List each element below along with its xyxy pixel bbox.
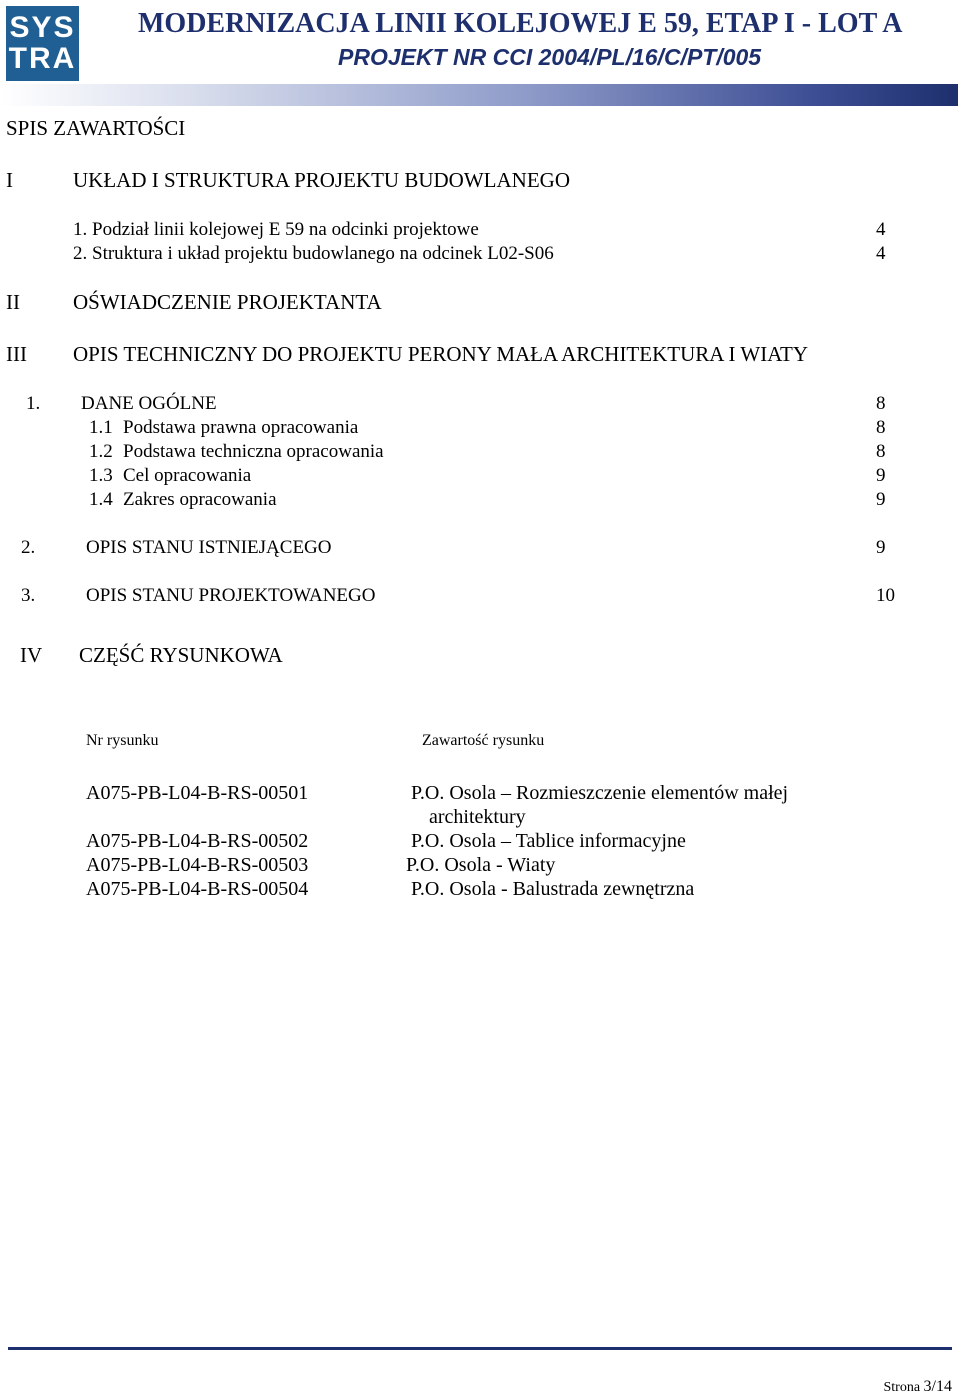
page-number-value: 3/14 (923, 1378, 952, 1395)
section-4-title: CZĘŚĆ RYSUNKOWA (79, 643, 283, 667)
drawing-1-content-cont: architektury (429, 806, 526, 828)
section-1-title: UKŁAD I STRUKTURA PROJEKTU BUDOWLANEGO (73, 168, 570, 192)
footer-rule (8, 1347, 952, 1350)
item-1-3-number: 1.3 (89, 465, 113, 486)
item-1-4-page: 9 (876, 489, 886, 510)
subsection-2-title: OPIS STANU ISTNIEJĄCEGO (86, 537, 332, 558)
subsection-1-title: DANE OGÓLNE (81, 393, 217, 414)
subsection-3-number: 3. (21, 585, 36, 606)
item-1-4-text: Zakres opracowania (123, 489, 277, 510)
drawing-4-content: P.O. Osola - Balustrada zewnętrzna (411, 878, 695, 900)
section-2-title: OŚWIADCZENIE PROJEKTANTA (73, 290, 382, 314)
header-gradient-bar (0, 84, 958, 106)
subsection-1-number: 1. (26, 393, 41, 414)
drawing-1-number: A075-PB-L04-B-RS-00501 (86, 782, 309, 804)
drawing-1-content: P.O. Osola – Rozmieszczenie elementów małej (411, 782, 789, 804)
item-1-4-number: 1.4 (89, 489, 113, 510)
logo-text-line1: SYS (9, 11, 76, 44)
item-1-3-text: Cel opracowania (123, 465, 252, 486)
item-1-1-number: 1.1 (89, 417, 113, 438)
drawings-col-content-header: Zawartość rysunku (422, 732, 545, 749)
drawing-3-number: A075-PB-L04-B-RS-00503 (86, 854, 309, 876)
toc-item-2-page: 4 (876, 243, 886, 264)
document-title: MODERNIZACJA LINII KOLEJOWEJ E 59, ETAP I - LOT A (138, 8, 903, 39)
subsection-3-page: 10 (876, 585, 895, 606)
toc-item-1-text: 1. Podział linii kolejowej E 59 na odcinki projektowe (73, 219, 479, 240)
item-1-3-page: 9 (876, 465, 886, 486)
project-number: PROJEKT NR CCI 2004/PL/16/C/PT/005 (338, 44, 762, 70)
item-1-2-page: 8 (876, 441, 886, 462)
subsection-1-page: 8 (876, 393, 886, 414)
item-1-1-text: Podstawa prawna opracowania (123, 417, 359, 438)
drawing-2-number: A075-PB-L04-B-RS-00502 (86, 830, 309, 852)
drawings-col-number-header: Nr rysunku (86, 732, 159, 749)
systra-logo (6, 6, 79, 81)
drawing-4-number: A075-PB-L04-B-RS-00504 (86, 878, 309, 900)
toc-item-1-page: 4 (876, 219, 886, 240)
section-3-title: OPIS TECHNICZNY DO PROJEKTU PERONY MAŁA ARCHITEKTURA I WIATY (73, 342, 809, 366)
page-number (883, 1378, 952, 1396)
item-1-2-number: 1.2 (89, 441, 113, 462)
toc-item-2-text: 2. Struktura i układ projektu budowlanego na odcinek L02-S06 (73, 243, 554, 264)
section-1-number: I (6, 168, 13, 192)
logo-text-line2: TRA (8, 42, 77, 75)
subsection-2-number: 2. (21, 537, 36, 558)
item-1-2-text: Podstawa techniczna opracowania (123, 441, 384, 462)
item-1-1-page: 8 (876, 417, 886, 438)
subsection-3-title: OPIS STANU PROJEKTOWANEGO (86, 585, 376, 606)
drawing-2-content: P.O. Osola – Tablice informacyjne (411, 830, 686, 852)
section-2-number: II (6, 290, 20, 314)
drawing-3-content: P.O. Osola - Wiaty (406, 854, 556, 876)
page-number-label: Strona (883, 1380, 921, 1395)
section-3-number: III (6, 342, 27, 366)
section-4-number: IV (20, 643, 43, 667)
subsection-2-page: 9 (876, 537, 886, 558)
toc-heading: SPIS ZAWARTOŚCI (6, 116, 186, 140)
